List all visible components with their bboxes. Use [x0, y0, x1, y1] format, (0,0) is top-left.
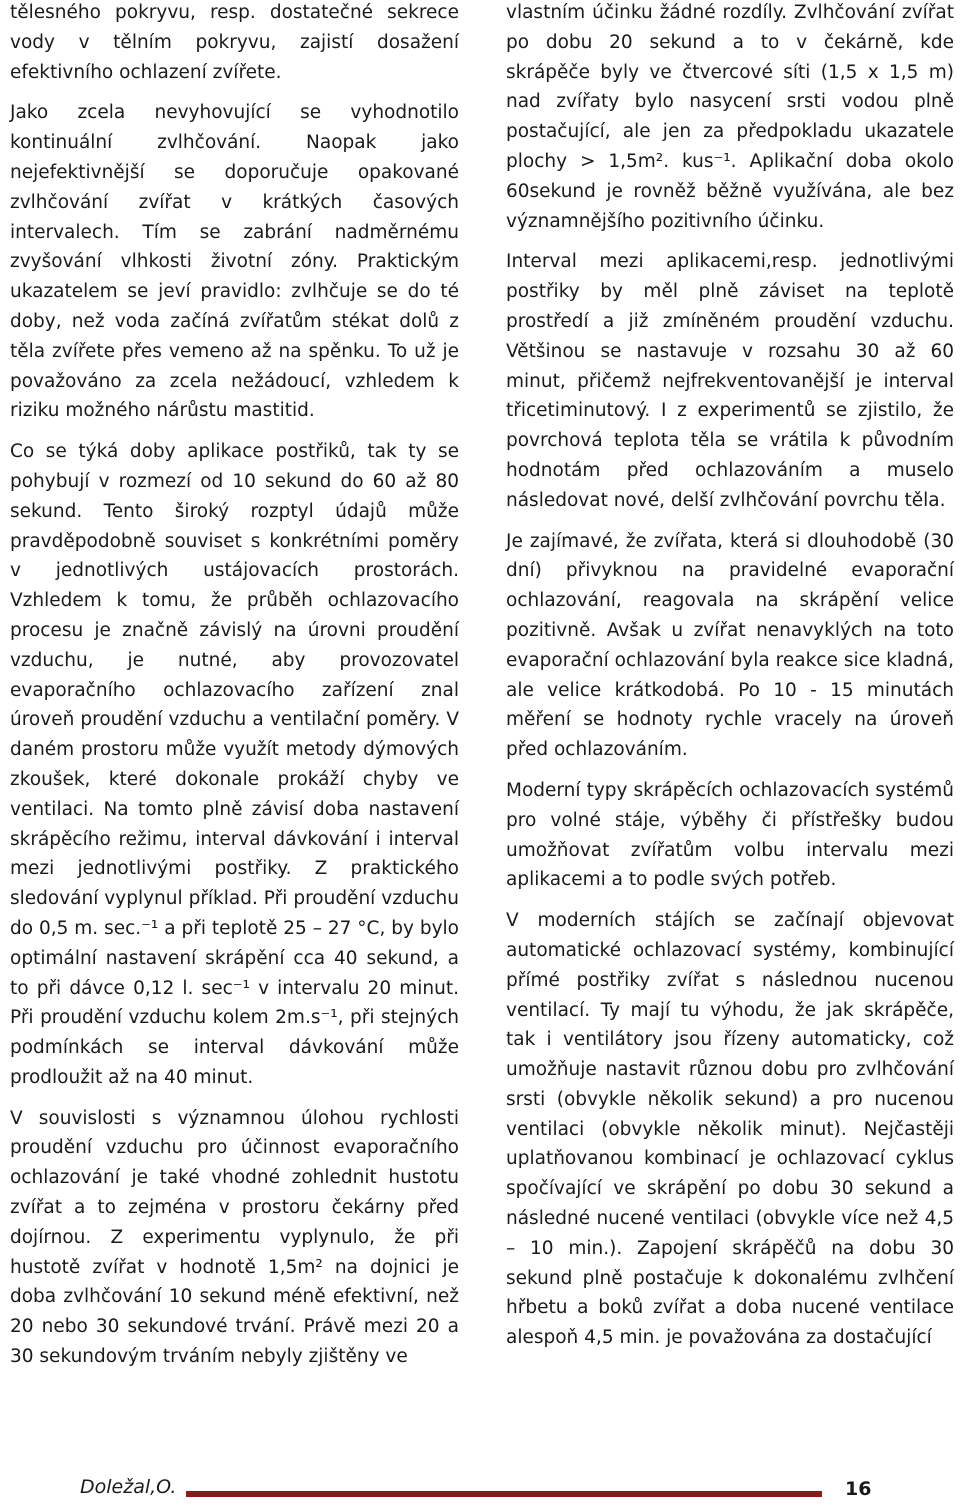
page-number: 16	[845, 1478, 872, 1500]
paragraph: Co se týká doby aplikace postřiků, tak ty se pohybují v rozmezí od 10 sekund do 60 až 80 sekund. Tento široký rozptyl údajů může pravděpodobně souviset s konkrétními poměry v jednotlivých ustájovacích prostorách. Vzhledem k tomu, že průběh ochlazovacího procesu je značně závislý na úrovni proudění vzduchu, je nutné, aby provozovatel evaporačního ochlazovacího zařízení znal úroveň proudění vzduchu a ventilační poměry. V daném prostoru může využít metody dýmových zkoušek, které dokonale prokáží chyby ve ventilaci. Na tomto plně závisí doba nastavení skrápěcího režimu, interval dávkování i interval mezi jednotlivými postřiky. Z praktického sledování vyplynul příklad. Při proudění vzduchu do 0,5 m. sec.⁻¹ a při teplotě 25 – 27 °C, by bylo optimální nastavení skrápění cca 40 sekund, a to při dávce 0,12 l. sec⁻¹ v intervalu 20 minut. Při proudění vzduchu kolem 2m.s⁻¹, při stejných podmínkách se interval dávkování může prodloužit až na 40 minut.	[10, 441, 459, 1088]
paragraph: tělesného pokryvu, resp. dostatečné sekrece vody v tělním pokryvu, zajistí dosažení efektivního ochlazení zvířete.	[10, 2, 459, 83]
paragraph: Je zajímavé, že zvířata, která si dlouhodobě (30 dní) přivyknou na pravidelné evaporační ochlazování, reagovala na skrápění velice pozitivně. Avšak u zvířat nenavyklých na toto evaporační ochlazování byla reakce sice kladná, ale velice krátkodobá. Po 10 - 15 minutách měření se hodnoty rychle vracely na úroveň před ochlazováním.	[506, 530, 954, 761]
left-column	[10, 0, 459, 1383]
right-column	[506, 0, 954, 1364]
paragraph: Jako zcela nevyhovující se vyhodnotilo kontinuální zvlhčování. Naopak jako nejefektivnější se doporučuje opakované zvlhčování zvířat v krátkých časových intervalech. Tím se zabrání nadměrnému zvyšování vlhkosti životní zóny. Praktickým ukazatelem se jeví pravidlo: zvlhčuje se do té doby, než voda začíná zvířatům stékat dolů z těla zvířete přes vemeno až na spěnku. To už je považováno za zcela nežádoucí, vzhledem k riziku možného nárůstu mastitid.	[10, 102, 459, 422]
footer-author: Doležal,O.	[80, 1476, 177, 1498]
paragraph: Interval mezi aplikacemi,resp. jednotlivými postřiky by měl plně záviset na teplotě prostředí a již zmíněném proudění vzduchu. Většinou se nastavuje v rozsahu 30 až 60 minut, přičemž nejfrekventovanější je interval třicetiminutový. I z experimentů se zjistilo, že povrchová teplota těla se vrátila k původním hodnotám před ochlazováním a muselo následovat nové, delší zvlhčování povrchu těla.	[506, 251, 954, 511]
paragraph: V moderních stájích se začínají objevovat automatické ochlazovací systémy, kombinující přímé postřiky zvířat s následnou nucenou ventilací. Ty mají tu výhodu, že jak skrápěče, tak i ventilátory jsou řízeny automaticky, což umožňuje nastavit různou dobu pro zvlhčování srsti (obvykle několik sekund) a pro nucenou ventilaci (obvykle několik minut). Nejčastěji uplatňovanou kombinací je ochlazovací cyklus spočívající ve skrápění po dobu 30 sekund a následné nucené ventilaci (obvykle více než 4,5 – 10 min.). Zapojení skrápěčů na dobu 30 sekund plně postačuje k dokonalému zvlhčení hřbetu a boků zvířat a doba nucené ventilace alespoň 4,5 min. je považována za dostačující	[506, 910, 954, 1349]
paragraph: vlastním účinku žádné rozdíly. Zvlhčování zvířat po dobu 20 sekund a to v čekárně, kde skrápěče byly ve čtvercové síti (1,5 x 1,5 m) nad zvířaty bylo nasycení srsti vodou plně postačující, ale jen za předpokladu ukazatele plochy > 1,5m². kus⁻¹. Aplikační doba okolo 60sekund je rovněž běžně využívána, ale bez významnějšího pozitivního účinku.	[506, 2, 954, 232]
footer-rule	[186, 1491, 822, 1497]
paragraph: Moderní typy skrápěcích ochlazovacích systémů pro volné stáje, výběhy či přístřešky budou umožňovat zvířatům volbu intervalu mezi aplikacemi a to podle svých potřeb.	[506, 779, 954, 891]
paragraph: V souvislosti s významnou úlohou rychlosti proudění vzduchu pro účinnost evaporačního ochlazování je také vhodné zohlednit hustotu zvířat a to zejména v prostoru čekárny před dojírnou. Z experimentu vyplynulo, že při hustotě zvířat v hodnotě 1,5m² na dojnici je doba zvlhčování 10 sekund méně efektivní, než 20 nebo 30 sekundové trvání. Právě mezi 20 a 30 sekundovým trváním nebyly zjištěny ve	[10, 1107, 459, 1368]
page-footer	[0, 1472, 960, 1505]
